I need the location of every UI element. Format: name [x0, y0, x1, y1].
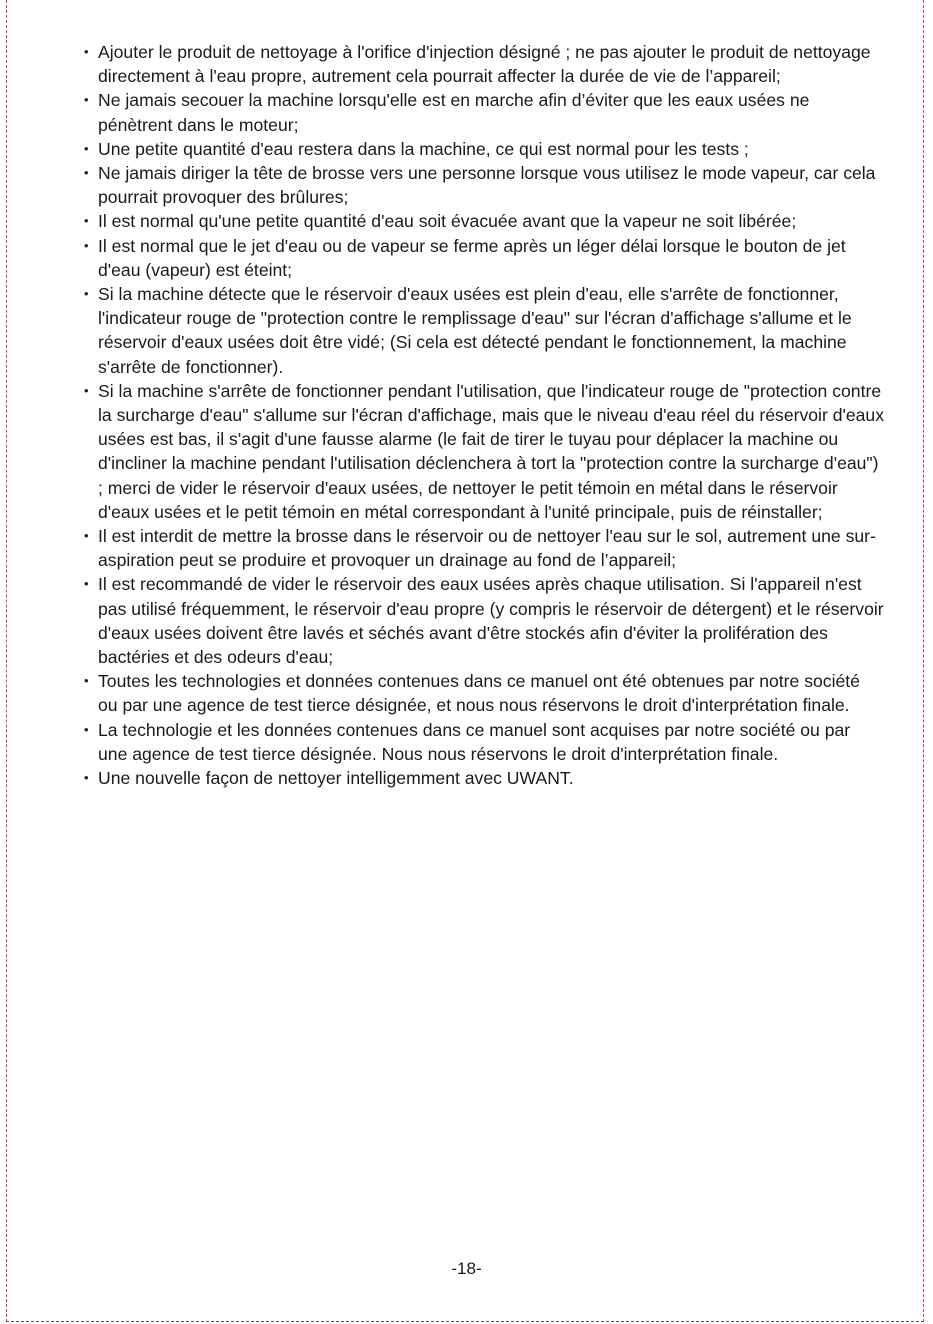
list-item-text: Si la machine s'arrête de fonctionner pendant l'utilisation, que l'indicateur rouge de "protection contre la surcharge d'eau" s'allume sur l'écran d'affichage, mais que le niveau d'eau réel du réservoir d'eaux usées est bas, il s'agit d'une fausse alarme (le fait de tirer le tuyau pour déplacer la machine ou d'incliner la machine pendant l'utilisation déclenchera à tort la "protection contre la surcharge d'eau") ; merci de vider le réservoir d'eaux usées, de nettoyer le petit témoin en métal dans le réservoir d'eaux usées et le petit témoin en métal correspondant à l'unité principale, puis de réinstaller;	[98, 380, 884, 522]
bullet-icon: •	[84, 382, 89, 398]
bullet-icon: •	[84, 721, 89, 737]
list-item	[84, 209, 884, 233]
list-item	[84, 282, 884, 379]
list-item	[84, 234, 884, 282]
list-item-text: Toutes les technologies et données contenues dans ce manuel ont été obtenues par notre société ou par une agence de test tierce désignée, et nous nous réservons le droit d'interprétation finale.	[98, 671, 860, 716]
list-item-text: Ajouter le produit de nettoyage à l'orifice d'injection désigné ; ne pas ajouter le produit de nettoyage directement à l'eau propre, autrement cela pourrait affecter la durée de vie de l’appareil;	[98, 42, 871, 87]
list-item-text: Il est recommandé de vider le réservoir des eaux usées après chaque utilisation. Si l'appareil n'est pas utilisé fréquemment, le réservoir d'eau propre (y compris le réservoir de détergent) et le réservoir d'eaux usées doivent être lavés et séchés avant d'être stockés afin d'éviter la prolifération des bactéries et des odeurs d'eau;	[98, 574, 884, 668]
list-item-text: Si la machine détecte que le réservoir d'eaux usées est plein d'eau, elle s'arrête de fonctionner, l'indicateur rouge de "protection contre le remplissage d'eau" sur l'écran d'affichage s'allume et le réservoir d'eaux usées doit être vidé; (Si cela est détecté pendant le fonctionnement, la machine s'arrête de fonctionner).	[98, 284, 852, 377]
bullet-icon: •	[84, 44, 89, 59]
list-item	[84, 137, 884, 161]
list-item-text: Une petite quantité d'eau restera dans la machine, ce qui est normal pour les tests ;	[98, 138, 749, 159]
list-item-text: Il est normal que le jet d'eau ou de vapeur se ferme après un léger délai lorsque le bouton de jet d'eau (vapeur) est éteint;	[98, 235, 846, 280]
bullet-icon: •	[84, 165, 89, 181]
bullet-icon: •	[84, 528, 89, 544]
list-item	[84, 718, 884, 766]
list-item	[84, 40, 884, 88]
page-number: -18-	[451, 1259, 482, 1278]
bullet-icon: •	[84, 213, 89, 229]
list-item-text: Ne jamais secouer la machine lorsqu'elle est en marche afin d’éviter que les eaux usées ne pénètrent dans le moteur;	[98, 90, 810, 135]
bullet-icon: •	[84, 286, 89, 302]
bullet-icon: •	[84, 770, 89, 786]
list-item	[84, 161, 884, 209]
list-item-text: Il est normal qu'une petite quantité d'eau soit évacuée avant que la vapeur ne soit libérée;	[98, 211, 797, 232]
list-item-text: Une nouvelle façon de nettoyer intelligemment avec UWANT.	[98, 768, 574, 789]
bullet-icon: •	[84, 673, 89, 689]
list-item	[84, 766, 884, 790]
list-item	[84, 572, 884, 669]
list-item	[84, 379, 884, 524]
bullet-icon: •	[84, 140, 89, 156]
list-item	[84, 88, 884, 136]
list-item	[84, 524, 884, 572]
list-item-text: La technologie et les données contenues dans ce manuel sont acquises par notre société ou par une agence de test tierce désignée. Nous nous réservons le droit d'interprétation finale.	[98, 719, 851, 764]
bullet-icon: •	[84, 576, 89, 592]
list-item	[84, 669, 884, 717]
list-item-text: Il est interdit de mettre la brosse dans le réservoir ou de nettoyer l'eau sur le sol, autrement une sur-aspiration peut se produire et provoquer un drainage au fond de l’appareil;	[98, 526, 876, 571]
instruction-list	[84, 40, 884, 790]
bullet-icon: •	[84, 237, 89, 253]
list-item-text: Ne jamais diriger la tête de brosse vers une personne lorsque vous utilisez le mode vapeur, car cela pourrait provoquer des brûlures;	[98, 163, 876, 208]
bullet-icon: •	[84, 92, 89, 108]
